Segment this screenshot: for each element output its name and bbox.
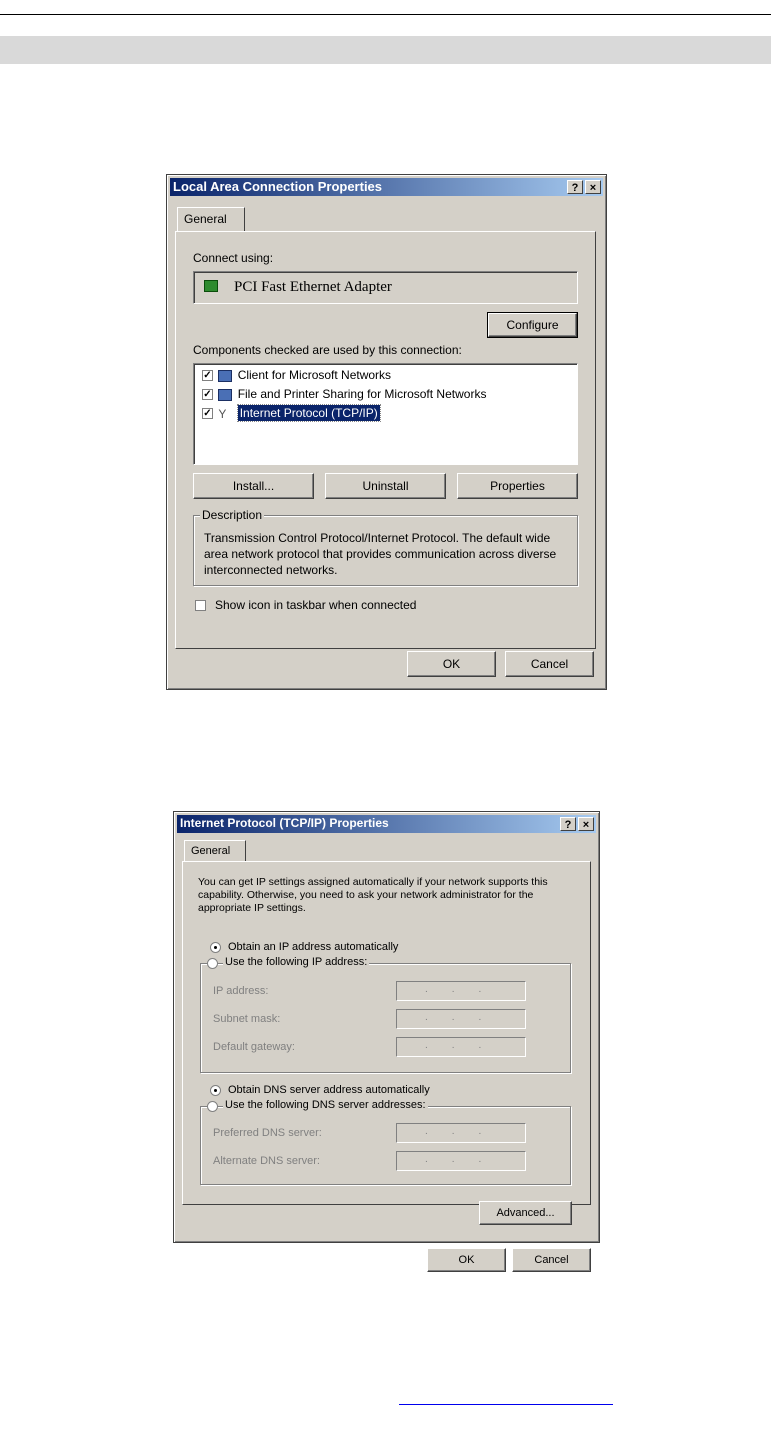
component-label: Internet Protocol (TCP/IP)	[239, 406, 378, 420]
show-icon-label: Show icon in taskbar when connected	[215, 598, 417, 612]
ok-button[interactable]: OK	[407, 651, 496, 677]
cancel-button[interactable]: Cancel	[512, 1248, 591, 1272]
tcpip-properties-dialog	[173, 811, 600, 1266]
connect-using-label: Connect using:	[193, 251, 274, 265]
components-list[interactable]	[193, 363, 578, 465]
uninstall-button[interactable]: Uninstall	[325, 473, 446, 499]
component-label: File and Printer Sharing for Microsoft Networks	[237, 387, 487, 401]
dialog-title: Local Area Connection Properties	[173, 179, 383, 194]
close-icon[interactable]: ×	[585, 180, 601, 194]
adapter-field	[193, 271, 578, 304]
ip-address-label: IP address:	[213, 985, 269, 997]
show-icon-checkbox[interactable]	[195, 600, 206, 611]
default-gateway-label: Default gateway:	[213, 1041, 295, 1053]
properties-button[interactable]: Properties	[457, 473, 578, 499]
obtain-ip-radio[interactable]	[210, 942, 221, 953]
close-icon[interactable]: ×	[578, 817, 594, 831]
subnet-mask-label: Subnet mask:	[213, 1013, 281, 1025]
section-header-bar	[0, 36, 771, 64]
title-bar	[177, 815, 596, 833]
subnet-mask-field[interactable]: ...	[396, 1009, 526, 1029]
default-gateway-field[interactable]: ...	[396, 1037, 526, 1057]
description-text: Transmission Control Protocol/Internet Protocol. The default wide area network protocol that provides communication across diverse interconnected networks.	[204, 531, 557, 577]
tab-general-label: General	[184, 212, 227, 226]
list-item[interactable]	[202, 368, 391, 382]
use-ip-radio[interactable]	[207, 958, 218, 969]
help-icon[interactable]: ?	[567, 180, 583, 194]
use-dns-radio[interactable]	[207, 1101, 218, 1112]
description-group	[193, 508, 578, 586]
tab-general[interactable]	[177, 207, 245, 231]
component-checkbox[interactable]: ✓	[203, 370, 212, 382]
component-label: Client for Microsoft Networks	[237, 368, 392, 382]
component-checkbox[interactable]: ✓	[203, 389, 212, 401]
dns-group	[200, 1099, 571, 1185]
install-button[interactable]: Install...	[193, 473, 314, 499]
obtain-dns-radio[interactable]	[210, 1085, 221, 1096]
alternate-dns-label: Alternate DNS server:	[213, 1155, 320, 1167]
local-area-connection-properties-dialog	[166, 174, 607, 690]
tab-general-label: General	[191, 845, 231, 857]
description-title: Description	[202, 508, 263, 522]
network-client-icon	[218, 370, 232, 382]
configure-button[interactable]: Configure	[488, 313, 577, 337]
advanced-button[interactable]: Advanced...	[479, 1201, 572, 1225]
tab-general[interactable]	[184, 840, 246, 862]
dialog-title: Internet Protocol (TCP/IP) Properties	[180, 816, 389, 830]
intro-text: You can get IP settings assigned automatically if your network supports this capability. Otherwise, you need to ask your network administrator for the appropriate IP settings.	[198, 876, 548, 914]
cancel-button[interactable]: Cancel	[505, 651, 594, 677]
ip-address-group	[200, 956, 571, 1073]
alternate-dns-field[interactable]: ...	[396, 1151, 526, 1171]
preferred-dns-field[interactable]: ...	[396, 1123, 526, 1143]
help-icon[interactable]: ?	[560, 817, 576, 831]
list-item[interactable]	[202, 387, 486, 401]
obtain-dns-label: Obtain DNS server address automatically	[228, 1084, 430, 1096]
page-top-rule	[0, 14, 771, 15]
protocol-icon: Y	[218, 406, 227, 421]
component-checkbox[interactable]: ✓	[203, 408, 212, 420]
hyperlink-underline[interactable]	[399, 1404, 613, 1405]
ok-button[interactable]: OK	[427, 1248, 506, 1272]
list-item[interactable]	[202, 406, 380, 420]
components-label: Components checked are used by this connection:	[193, 343, 462, 357]
preferred-dns-label: Preferred DNS server:	[213, 1127, 322, 1139]
title-bar	[170, 178, 603, 196]
use-dns-label: Use the following DNS server addresses:	[225, 1099, 426, 1111]
file-sharing-icon	[218, 389, 232, 401]
adapter-name: PCI Fast Ethernet Adapter	[234, 279, 392, 295]
obtain-ip-label: Obtain an IP address automatically	[228, 941, 399, 953]
adapter-card-icon	[204, 280, 218, 292]
ip-address-field[interactable]: ...	[396, 981, 526, 1001]
use-ip-label: Use the following IP address:	[225, 956, 368, 968]
